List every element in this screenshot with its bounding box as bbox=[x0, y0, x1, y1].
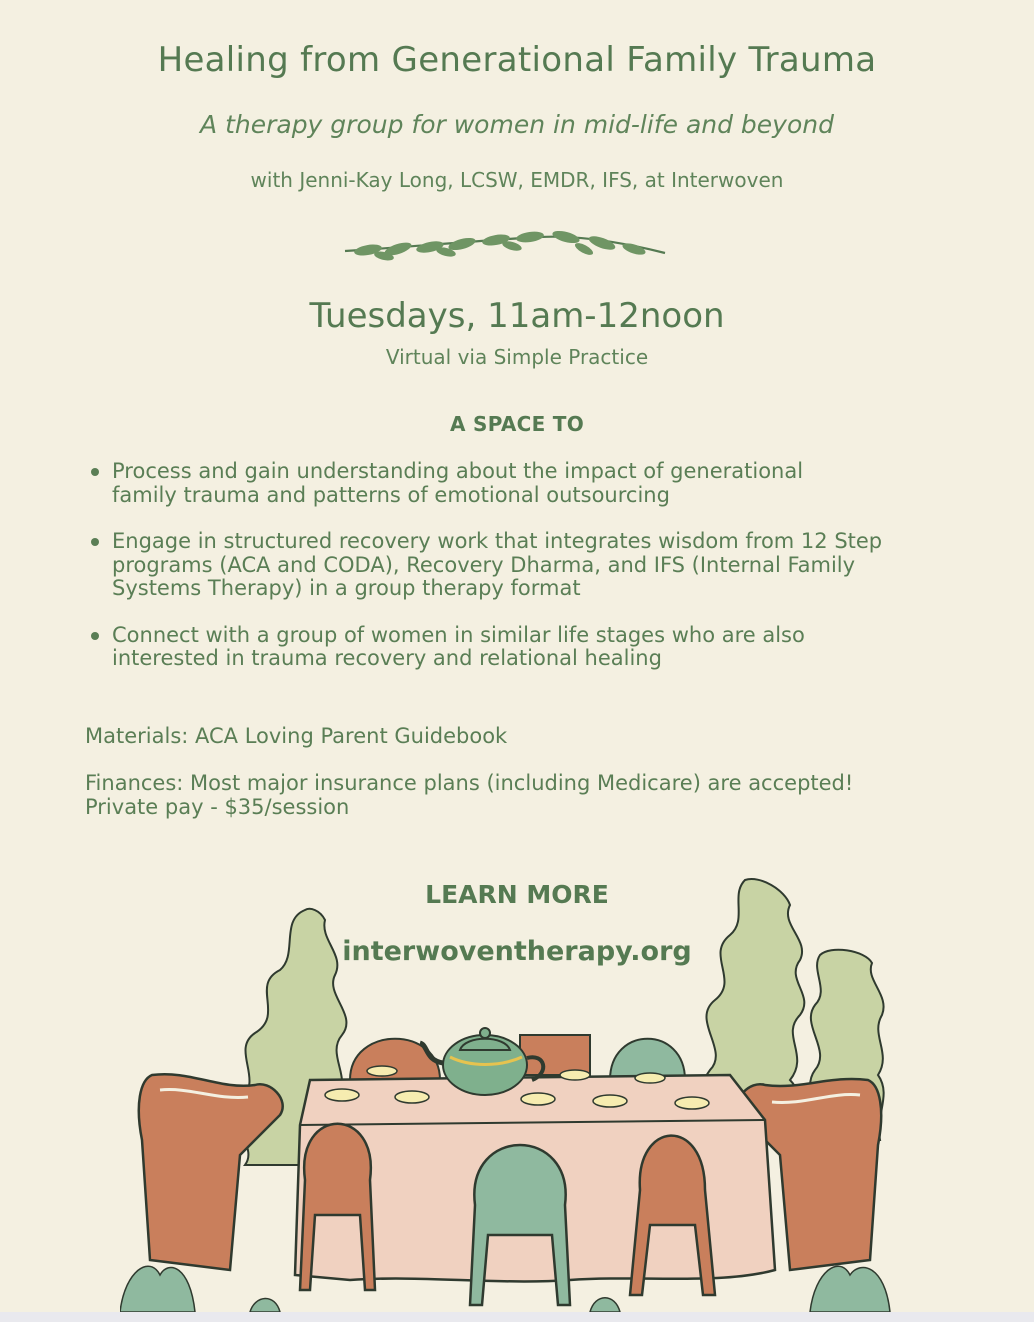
leafy-vine-divider-icon bbox=[340, 225, 670, 265]
bullet-text-line: interested in trauma recovery and relational healing bbox=[112, 646, 662, 670]
bullet-text-line: Connect with a group of women in similar life stages who are also bbox=[112, 622, 805, 647]
left-armchair-icon bbox=[139, 1074, 283, 1270]
schedule-location: Virtual via Simple Practice bbox=[385, 345, 649, 369]
bullet-item bbox=[87, 624, 967, 671]
page-subtitle: A therapy group for women in mid-life and beyond bbox=[200, 110, 834, 139]
space-bullet-list bbox=[87, 460, 967, 694]
finances-line: Private pay - $35/session bbox=[85, 794, 350, 819]
bullet-dot-icon bbox=[91, 632, 99, 640]
schedule-time: Tuesdays, 11am-12noon bbox=[309, 296, 725, 336]
bullet-text-line: Engage in structured recovery work that integrates wisdom from 12 Step bbox=[112, 529, 883, 553]
finances-text bbox=[85, 772, 853, 819]
learn-more-heading: LEARN MORE bbox=[425, 880, 609, 909]
space-heading: A SPACE TO bbox=[449, 412, 585, 436]
website-link[interactable]: interwoventherapy.org bbox=[342, 936, 692, 967]
bullet-item bbox=[87, 530, 967, 601]
bullet-dot-icon bbox=[91, 538, 99, 546]
finances-line: Finances: Most major insurance plans (including Medicare) are accepted! bbox=[85, 771, 854, 795]
page-title: Healing from Generational Family Trauma bbox=[157, 40, 877, 80]
bottom-edge-strip bbox=[0, 1312, 1034, 1322]
bullet-dot-icon bbox=[91, 468, 99, 476]
bullet-text-line: programs (ACA and CODA), Recovery Dharma, and IFS (Internal Family bbox=[112, 552, 856, 577]
bullet-text-line: Process and gain understanding about the impact of generational bbox=[112, 459, 804, 483]
presenter-line: with Jenni-Kay Long, LCSW, EMDR, IFS, at Interwoven bbox=[250, 168, 784, 192]
bullet-text-line: Systems Therapy) in a group therapy format bbox=[112, 576, 581, 600]
bullet-item bbox=[87, 460, 967, 507]
bullet-text-line: family trauma and patterns of emotional outsourcing bbox=[112, 482, 670, 507]
materials-text: Materials: ACA Loving Parent Guidebook bbox=[85, 724, 508, 748]
